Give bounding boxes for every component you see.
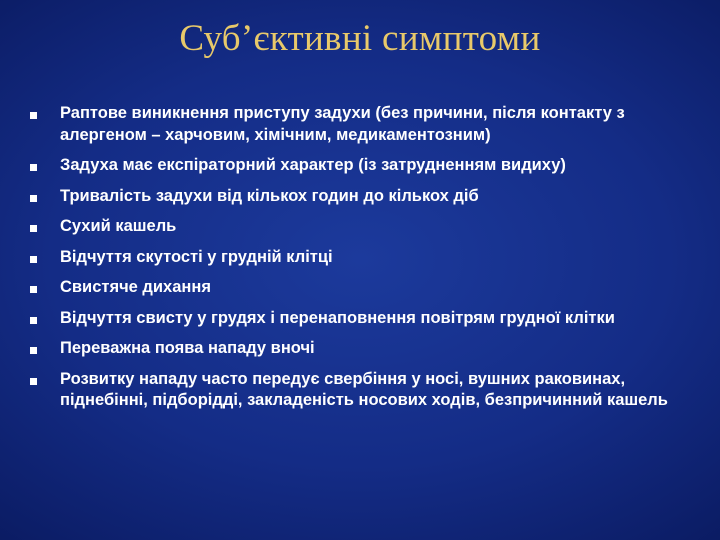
bullet-item [30,216,702,238]
square-bullet-icon [30,347,37,354]
bullet-text: Тривалість задухи від кількох годин до кількох діб [60,186,479,205]
bullet-text: Задуха має експіраторний характер (із затрудненням видиху) [60,156,566,174]
bullet-item [30,277,702,299]
square-bullet-icon [30,225,37,232]
bullet-item [30,186,702,208]
bullet-text: Відчуття свисту у грудях і перенаповнення повітрям грудної клітки [60,308,615,327]
bullet-text: Розвитку нападу часто передує свербіння у носі, вушних раковинах, піднебінні, підборідді, закладеність носових ходів, безпричинний кашель [60,369,668,409]
bullet-item [30,338,702,360]
bullet-item [30,247,702,269]
bullet-text: Відчуття скутості у грудній клітці [60,247,333,266]
bullet-list [30,103,702,421]
square-bullet-icon [30,164,37,171]
square-bullet-icon [30,286,37,293]
square-bullet-icon [30,378,37,385]
bullet-item [30,308,702,330]
bullet-text: Раптове виникнення приступу задухи (без причини, після контакту з алергеном – харчовим, хімічним, медикаментозним) [60,104,625,144]
bullet-item [30,155,702,177]
square-bullet-icon [30,317,37,324]
slide-title: Суб’єктивні симптоми [179,18,541,59]
bullet-item [30,103,702,146]
bullet-text: Сухий кашель [60,217,177,235]
square-bullet-icon [30,195,37,202]
square-bullet-icon [30,256,37,263]
bullet-text: Переважна поява нападу вночі [60,339,315,357]
bullet-item [30,369,702,412]
bullet-text: Свистяче дихання [60,278,211,296]
square-bullet-icon [30,112,37,119]
